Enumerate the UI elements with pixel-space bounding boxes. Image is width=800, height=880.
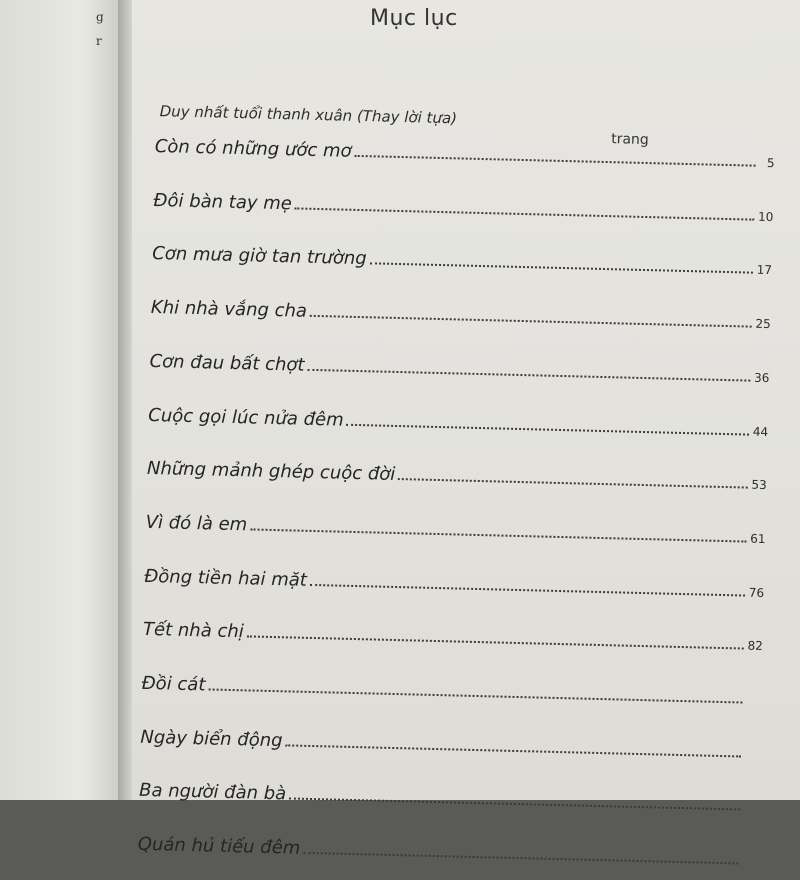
toc-entry [137, 834, 758, 879]
toc-entry-title: Đồi cát [141, 673, 205, 696]
toc-entry [145, 512, 766, 557]
toc-entry-title: Đôi bàn tay mẹ [153, 190, 292, 214]
dot-leader [285, 731, 741, 757]
toc-entry-page: 36 [753, 370, 769, 384]
toc-entry [140, 727, 761, 772]
dot-leader [303, 839, 739, 865]
dot-leader [295, 194, 755, 220]
toc-entry-title: Ba người đàn bà [139, 780, 287, 805]
toc-entry-title: Tết nhà chị [143, 619, 244, 642]
toc-preface: Duy nhất tuổi thanh xuân (Thay lời tựa) [160, 102, 458, 127]
toc-entry [150, 297, 771, 342]
toc-entry [149, 351, 770, 396]
toc-entry-title: Những mảnh ghép cuộc đời [147, 458, 396, 485]
toc-entry-title: Khi nhà vắng cha [151, 297, 308, 322]
page-column-label: trang [611, 131, 649, 148]
dot-leader [289, 785, 740, 811]
toc-list [139, 100, 796, 815]
dot-leader [398, 465, 748, 489]
toc-entry-title: Đồng tiền hai mặt [144, 565, 307, 590]
toc-entry [152, 243, 773, 288]
toc-entry [144, 565, 765, 610]
toc-entry-page: 5 [758, 156, 774, 170]
toc-entry-page: 25 [755, 317, 771, 331]
toc-entry-page: 82 [747, 639, 763, 653]
left-page-fragment: g [96, 10, 104, 24]
toc-entry [148, 404, 769, 449]
toc-entry-page: 10 [757, 209, 773, 223]
toc-entry-title: Cuộc gọi lúc nửa đêm [148, 404, 344, 430]
dot-leader [347, 410, 750, 435]
toc-entry-title: Ngày biển động [140, 727, 283, 751]
dot-leader [250, 515, 747, 542]
toc-entry [153, 190, 774, 235]
left-page-edge [0, 0, 118, 800]
toc-entry [141, 673, 762, 718]
dot-leader [307, 356, 750, 382]
dot-leader [310, 302, 752, 328]
dot-leader [208, 675, 743, 703]
toc-entry [154, 136, 775, 181]
toc-entry [139, 780, 760, 825]
toc-entry [147, 458, 768, 503]
left-page-fragment: r [96, 34, 102, 48]
dot-leader [354, 142, 756, 167]
toc-entry-page: 76 [748, 585, 764, 599]
dot-leader [370, 250, 754, 274]
book-gutter [118, 0, 132, 800]
dot-leader [310, 570, 746, 596]
page-title: Mục lục [370, 6, 458, 31]
toc-entry-title: Cơn mưa giờ tan trường [152, 243, 367, 269]
toc-entry-title: Vì đó là em [145, 512, 247, 535]
toc-entry-title: Cơn đau bất chợt [149, 351, 304, 376]
toc-entry [143, 619, 764, 664]
toc-entry-page: 53 [751, 478, 767, 492]
toc-entry-title: Còn có những ước mơ [155, 136, 352, 162]
dot-leader [247, 623, 744, 650]
toc-entry-page: 17 [756, 263, 772, 277]
toc-page [132, 0, 800, 800]
toc-entry-page: 44 [752, 424, 768, 438]
toc-entry-page: 61 [749, 532, 765, 546]
toc-entry-title: Quán hủ tiếu đêm [138, 834, 301, 859]
